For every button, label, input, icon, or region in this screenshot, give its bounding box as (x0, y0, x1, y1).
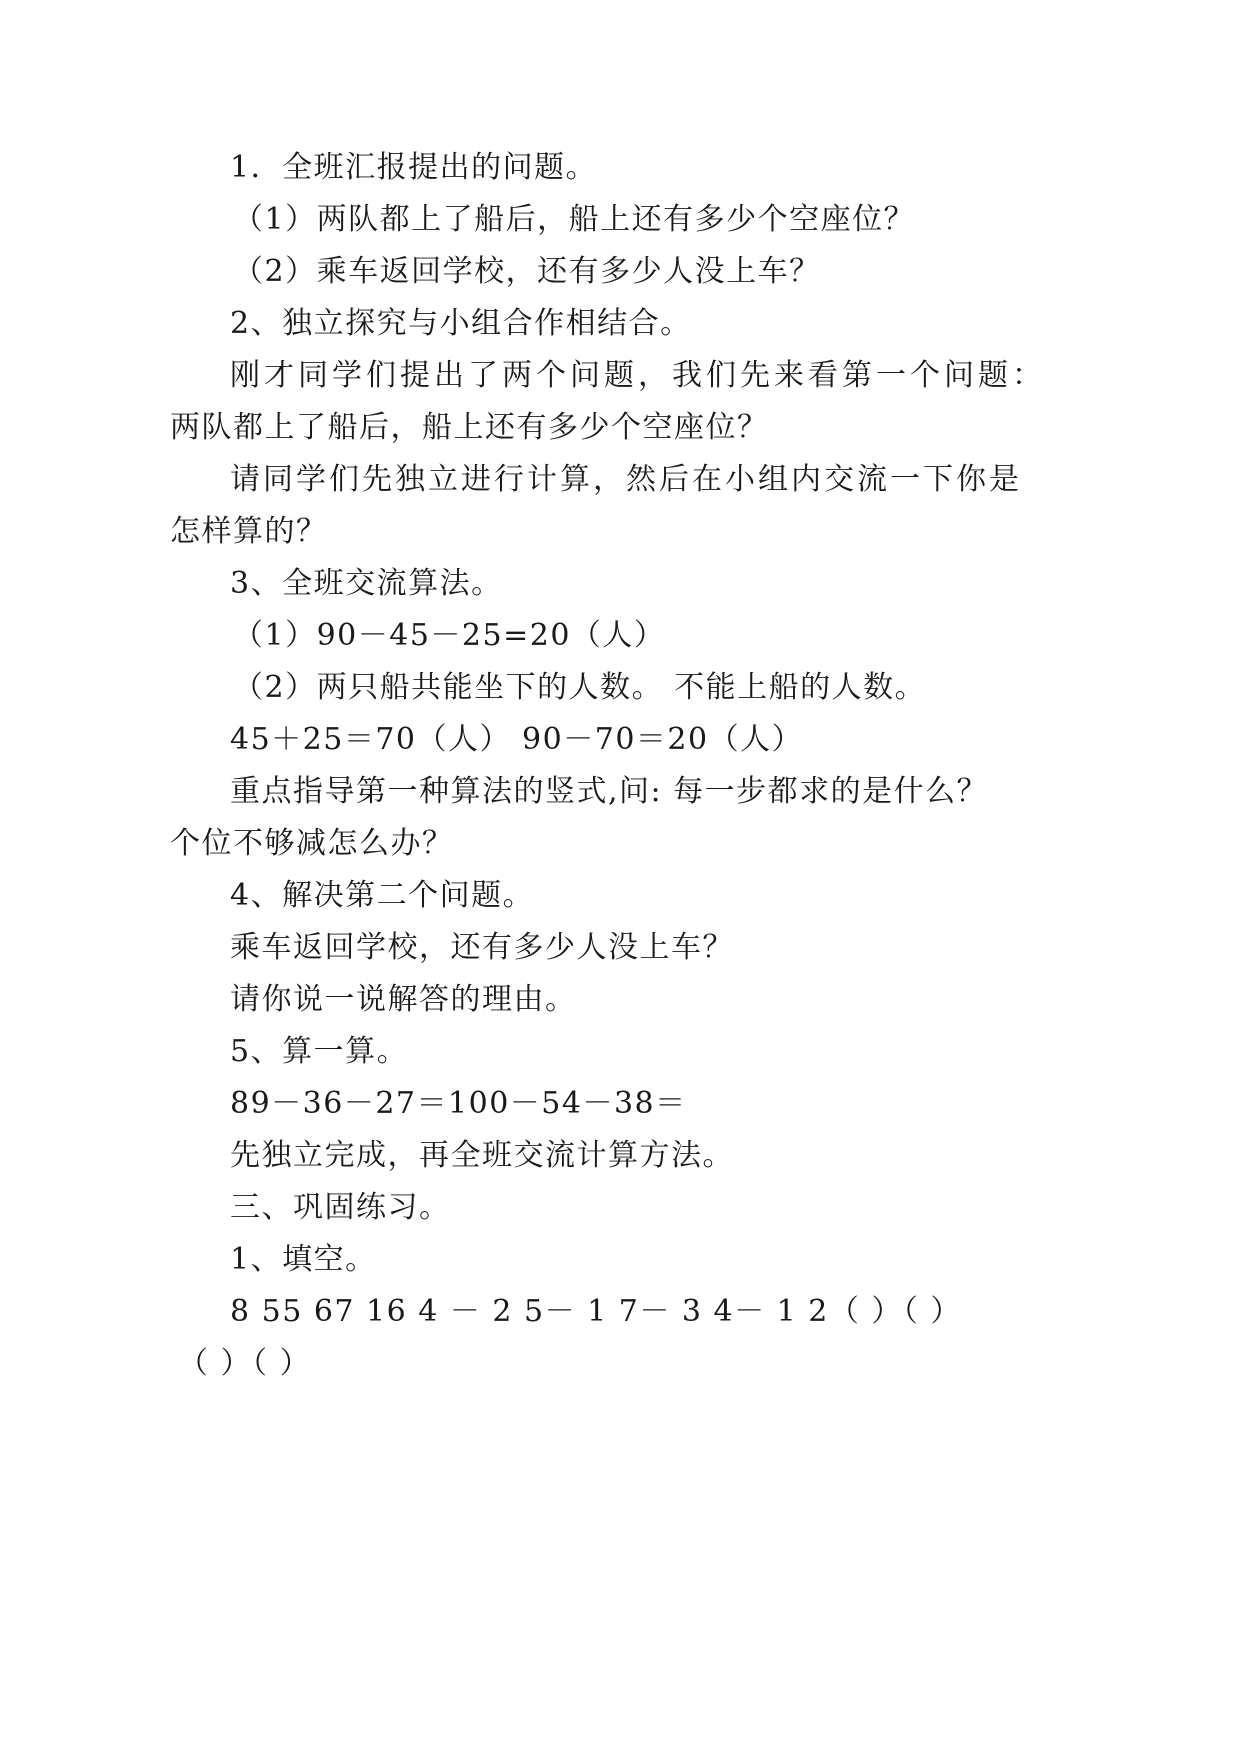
text-line: 乘车返回学校，还有多少人没上车？ (230, 930, 734, 965)
text-line: 2、独立探究与小组合作相结合。 (230, 306, 692, 341)
text-line: 怎样算的？ (170, 514, 328, 549)
text-line: 请你说一说解答的理由。 (230, 982, 577, 1017)
text-line: 先独立完成，再全班交流计算方法。 (230, 1138, 734, 1173)
text-line: （2）乘车返回学校，还有多少人没上车？ (233, 254, 821, 289)
text-line: 1、填空。 (230, 1242, 377, 1277)
text-line: 刚才同学们提出了两个问题，我们先来看第一个问题： (230, 358, 1046, 393)
text-line: 4、解决第二个问题。 (230, 878, 535, 913)
text-line: 重点指导第一种算法的竖式,问: 每一步都求的是什么？ (230, 774, 989, 809)
text-line: 45＋25＝70（人） 90－70＝20（人） (230, 722, 804, 757)
text-line: （1）90－45－25=20（人） (233, 618, 666, 653)
text-line: 8 55 67 16 4 － 2 5－ 1 7－ 3 4－ 1 2（ ）（ ） (230, 1294, 962, 1329)
text-line: 两队都上了船后，船上还有多少个空座位？ (170, 410, 769, 445)
text-line: 三、巩固练习。 (230, 1190, 451, 1225)
text-line: 个位不够减怎么办？ (170, 826, 454, 861)
text-line: 5、算一算。 (230, 1034, 409, 1069)
text-line: （ ）（ ） (178, 1346, 312, 1381)
text-line: 89－36－27＝100－54－38＝ (230, 1086, 687, 1121)
text-line: 1．全班汇报提出的问题。 (230, 150, 598, 185)
text-line: 请同学们先独立进行计算，然后在小组内交流一下你是 (230, 462, 1022, 497)
text-line: （1）两队都上了船后，船上还有多少个空座位？ (233, 202, 916, 237)
text-line: 3、全班交流算法。 (230, 566, 503, 601)
text-line: （2）两只船共能坐下的人数。 不能上船的人数。 (233, 670, 927, 705)
